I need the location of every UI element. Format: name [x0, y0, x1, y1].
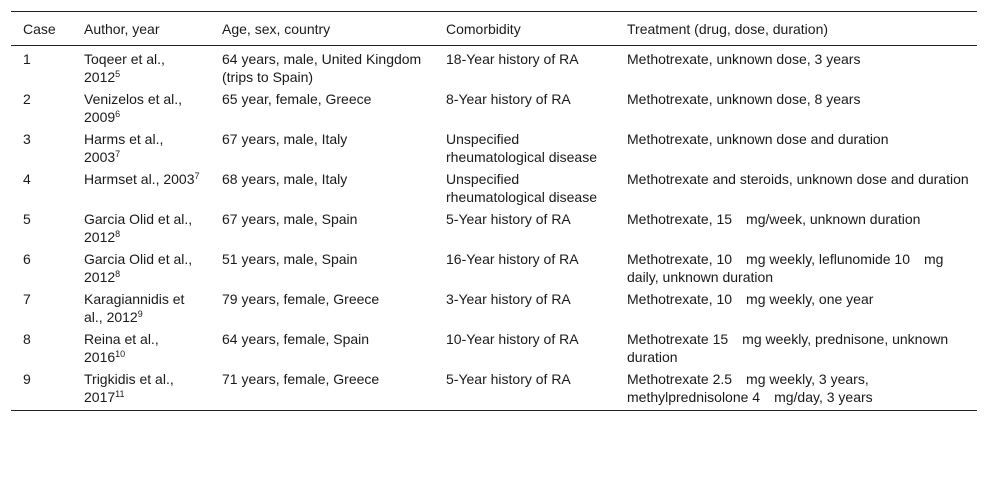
cell-age-sex-country: 64 years, male, United Kingdom (trips to Spain): [222, 51, 422, 85]
author-text: Karagiannidis et al., 2012: [84, 291, 185, 325]
header-row: [11, 12, 977, 46]
author-text: Trigkidis et al., 2017: [84, 371, 174, 405]
cell-age-sex-country: 68 years, male, Italy: [222, 171, 348, 187]
cell-treatment: Methotrexate 15 mg weekly, prednisone, unknown duration: [627, 331, 949, 365]
cell-age-sex-country: 67 years, male, Spain: [222, 211, 358, 227]
reference-number: 8: [115, 229, 121, 239]
reference-number: 5: [115, 69, 121, 79]
cell-treatment: Methotrexate 2.5 mg weekly, 3 years, methylprednisolone 4 mg/day, 3 years: [627, 371, 873, 405]
cell-comorbidity: 10-Year history of RA: [446, 331, 579, 347]
cell-comorbidity: 5-Year history of RA: [446, 371, 571, 387]
cell-treatment: Methotrexate, 10 mg weekly, one year: [627, 291, 874, 307]
cell-age-sex-country: 71 years, female, Greece: [222, 371, 380, 387]
table-row: [11, 326, 977, 366]
author-text: Harms et al., 2003: [84, 131, 164, 165]
reference-number: 7: [115, 149, 121, 159]
cell-case: 6: [23, 251, 31, 267]
cell-case: 1: [23, 51, 31, 67]
cell-comorbidity: 5-Year history of RA: [446, 211, 571, 227]
cell-comorbidity: 16-Year history of RA: [446, 251, 579, 267]
cell-author-year: [72, 246, 210, 286]
header-case: Case: [23, 21, 56, 37]
cell-treatment: Methotrexate, unknown dose and duration: [627, 131, 889, 147]
cell-case: 8: [23, 331, 31, 347]
cell-author-year: [72, 286, 210, 326]
reference-number: 10: [115, 349, 126, 359]
cell-treatment: Methotrexate and steroids, unknown dose and duration: [627, 171, 969, 187]
case-table-container: [11, 11, 977, 411]
case-table: [11, 11, 977, 411]
cell-treatment: Methotrexate, 15 mg/week, unknown duration: [627, 211, 921, 227]
cell-case: 9: [23, 371, 31, 387]
cell-case: 7: [23, 291, 31, 307]
cell-age-sex-country: 51 years, male, Spain: [222, 251, 358, 267]
cell-comorbidity: 18-Year history of RA: [446, 51, 579, 67]
cell-age-sex-country: 79 years, female, Greece: [222, 291, 380, 307]
cell-author-year: [72, 86, 210, 126]
table-body: [11, 46, 977, 411]
cell-comorbidity: Unspecified rheumatological disease: [446, 131, 597, 165]
header-author-year: Author, year: [84, 21, 160, 37]
author-text: Venizelos et al., 2009: [84, 91, 183, 125]
reference-number: 8: [115, 269, 121, 279]
table-row: [11, 86, 977, 126]
table-row: [11, 286, 977, 326]
table-row: [11, 166, 977, 206]
cell-author-year: [72, 166, 210, 206]
cell-author-year: [72, 206, 210, 246]
cell-comorbidity: 3-Year history of RA: [446, 291, 571, 307]
cell-age-sex-country: 65 year, female, Greece: [222, 91, 372, 107]
cell-case: 4: [23, 171, 31, 187]
author-text: Garcia Olid et al., 2012: [84, 251, 193, 285]
cell-treatment: Methotrexate, unknown dose, 3 years: [627, 51, 861, 67]
author-text: Garcia Olid et al., 2012: [84, 211, 193, 245]
table-row: [11, 246, 977, 286]
author-text: Toqeer et al., 2012: [84, 51, 165, 85]
table-row: [11, 366, 977, 411]
cell-case: 2: [23, 91, 31, 107]
cell-author-year: [72, 326, 210, 366]
cell-author-year: [72, 46, 210, 87]
header-treatment: Treatment (drug, dose, duration): [627, 21, 829, 37]
cell-author-year: [72, 366, 210, 411]
table-row: [11, 126, 977, 166]
cell-author-year: [72, 126, 210, 166]
cell-treatment: Methotrexate, unknown dose, 8 years: [627, 91, 861, 107]
cell-comorbidity: 8-Year history of RA: [446, 91, 571, 107]
cell-comorbidity: Unspecified rheumatological disease: [446, 171, 597, 205]
header-comorbidity: Comorbidity: [446, 21, 521, 37]
table-row: [11, 206, 977, 246]
cell-treatment: Methotrexate, 10 mg weekly, leflunomide 10 mg daily, unknown duration: [627, 251, 944, 285]
cell-age-sex-country: 67 years, male, Italy: [222, 131, 348, 147]
table-header: [11, 12, 977, 46]
reference-number: 11: [115, 389, 125, 399]
reference-number: 6: [115, 109, 121, 119]
reference-number: 7: [194, 171, 200, 181]
author-text: Reina et al., 2016: [84, 331, 159, 365]
table-row: [11, 46, 977, 87]
cell-case: 5: [23, 211, 31, 227]
cell-case: 3: [23, 131, 31, 147]
author-text: Harmset al., 2003: [84, 171, 195, 187]
reference-number: 9: [137, 309, 143, 319]
cell-age-sex-country: 64 years, female, Spain: [222, 331, 370, 347]
header-age-sex-country: Age, sex, country: [222, 21, 331, 37]
